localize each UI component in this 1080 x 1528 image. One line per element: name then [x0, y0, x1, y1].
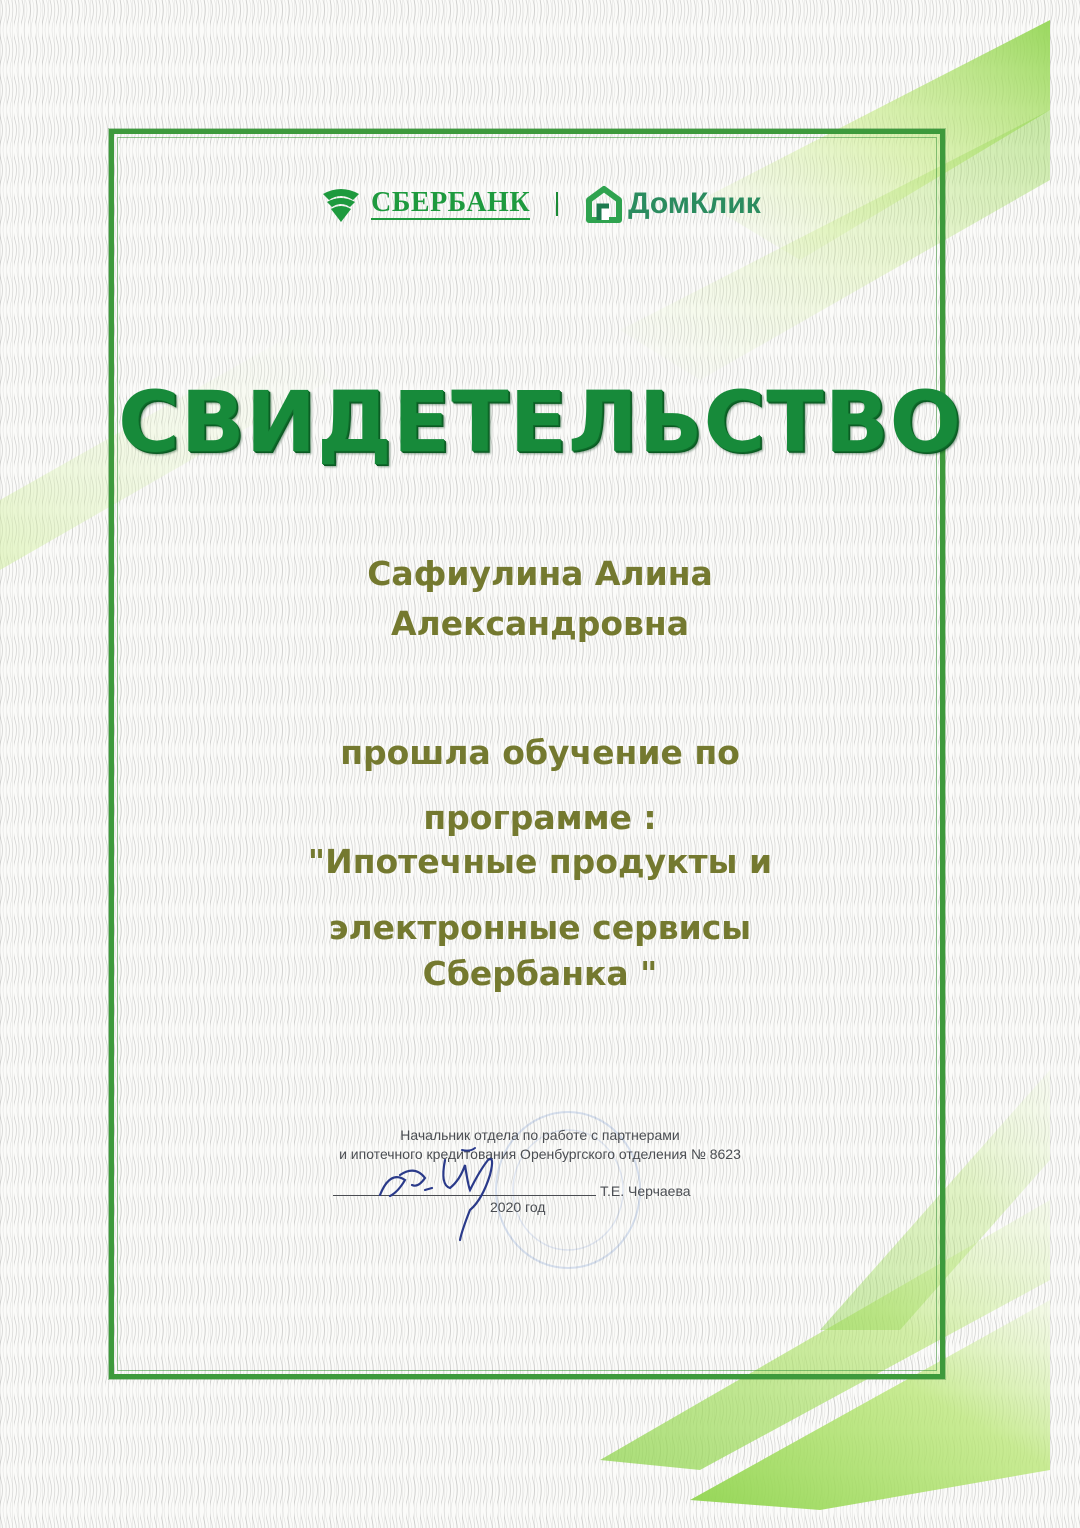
domclick-house-icon	[584, 184, 624, 224]
body-line-3: "Ипотечные продукты и	[307, 842, 773, 881]
signature-year: 2020 год	[490, 1199, 546, 1215]
recipient-name-line1: Сафиулина Алина	[367, 554, 713, 593]
body-line-4: электронные сервисы	[328, 908, 752, 947]
recipient-name	[0, 549, 1080, 649]
logo-row	[0, 176, 1080, 232]
body-line-1: прошла обучение по	[340, 733, 740, 772]
logo-divider	[556, 192, 558, 216]
domclick-logo	[584, 184, 761, 224]
sberbank-logo	[319, 182, 530, 226]
body-line-5: Сбербанка "	[422, 954, 658, 993]
sberbank-wordmark: СБЕРБАНК	[371, 187, 531, 218]
domclick-wordmark: ДомКлик	[628, 187, 761, 220]
signer-name: Т.Е. Черчаева	[600, 1183, 691, 1199]
signer-position-line2: и ипотечного кредитования Оренбургского отделения № 8623	[339, 1146, 741, 1162]
certificate-title: СВИДЕТЕЛЬСТВО	[117, 373, 963, 471]
body-line-2: программе :	[423, 798, 657, 837]
signer-position-line1: Начальник отдела по работе с партнерами	[400, 1127, 680, 1143]
recipient-name-line2: Александровна	[390, 604, 689, 643]
sberbank-emblem-icon	[319, 182, 363, 226]
handwritten-signature	[370, 1130, 540, 1250]
